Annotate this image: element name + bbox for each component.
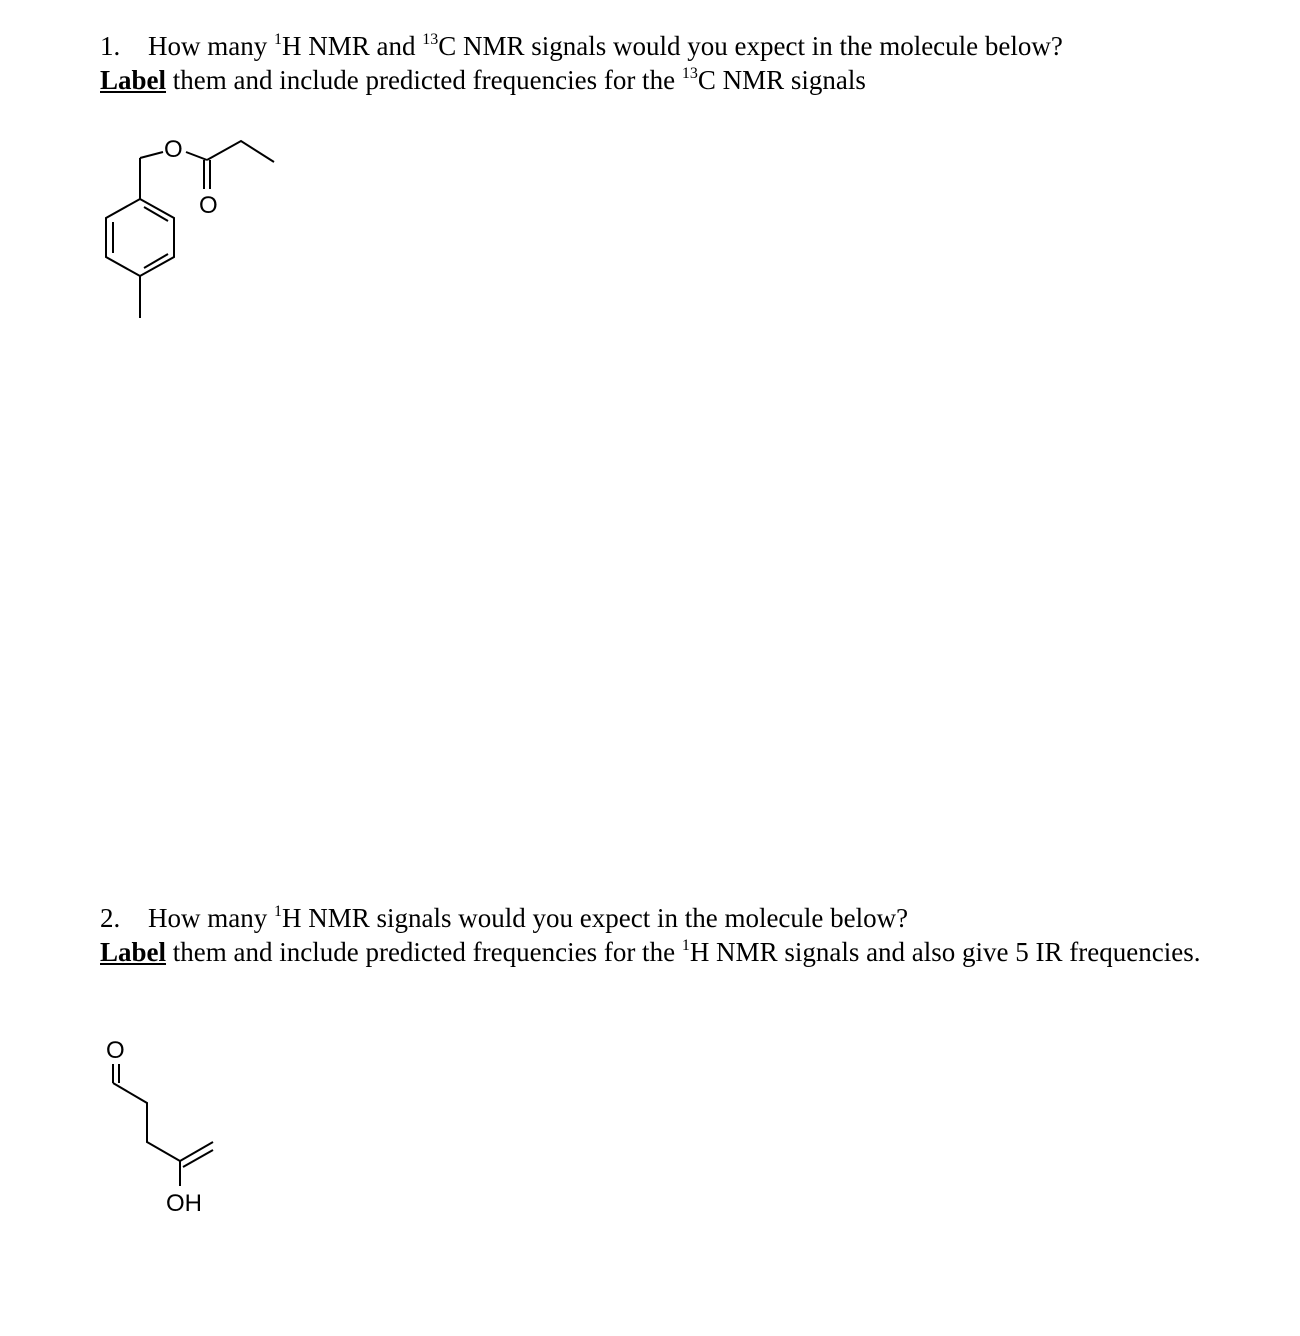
q1-text-e: C NMR signals	[697, 65, 866, 95]
question-2-line-2	[100, 935, 1200, 969]
q1-label-keyword: Label	[100, 65, 167, 95]
q1-sup-c: 13	[681, 65, 698, 82]
carbon-chain	[113, 1083, 180, 1161]
ch2-o-bond	[140, 152, 163, 158]
hydroxyl-label: OH	[166, 1190, 202, 1217]
q2-sup-b: 1	[681, 937, 690, 954]
ring-double-bond-2	[144, 207, 168, 221]
benzene-ring	[106, 199, 174, 276]
molecule-2-structure	[0, 1020, 320, 1230]
q1-text-a: How many	[148, 31, 274, 61]
q1-text-c: C NMR signals would you expect in the molecule below?	[438, 31, 1063, 61]
q2-text-d: H NMR signals and also give 5 IR frequencies.	[689, 937, 1201, 967]
ester-oxygen-label: O	[164, 136, 183, 163]
o-carbonyl-bond	[186, 152, 207, 160]
q1-text-d: them and include predicted frequencies for the	[166, 65, 682, 95]
q2-label-keyword: Label	[100, 937, 167, 967]
ethyl-chain	[207, 141, 274, 162]
alkene-bond-a	[180, 1142, 213, 1161]
question-2-line-1	[100, 901, 1200, 935]
q1-sup-a: 1	[273, 31, 282, 48]
question-2	[100, 901, 1200, 969]
q2-text-c: them and include predicted frequencies for the	[166, 937, 682, 967]
question-1-number: 1.	[100, 31, 121, 61]
q2-text-b: H NMR signals would you expect in the molecule below?	[281, 903, 909, 933]
alkene-bond-b	[183, 1150, 213, 1167]
q2-sup-a: 1	[273, 903, 282, 920]
molecule-1-structure	[0, 0, 320, 340]
question-2-number: 2.	[100, 903, 121, 933]
aldehyde-oxygen-label: O	[106, 1037, 125, 1064]
q2-text-a: How many	[148, 903, 274, 933]
q1-text-b: H NMR and	[281, 31, 423, 61]
q1-sup-b: 13	[422, 31, 439, 48]
carbonyl-oxygen-label: O	[199, 192, 218, 219]
ring-double-bond-3	[144, 254, 168, 268]
